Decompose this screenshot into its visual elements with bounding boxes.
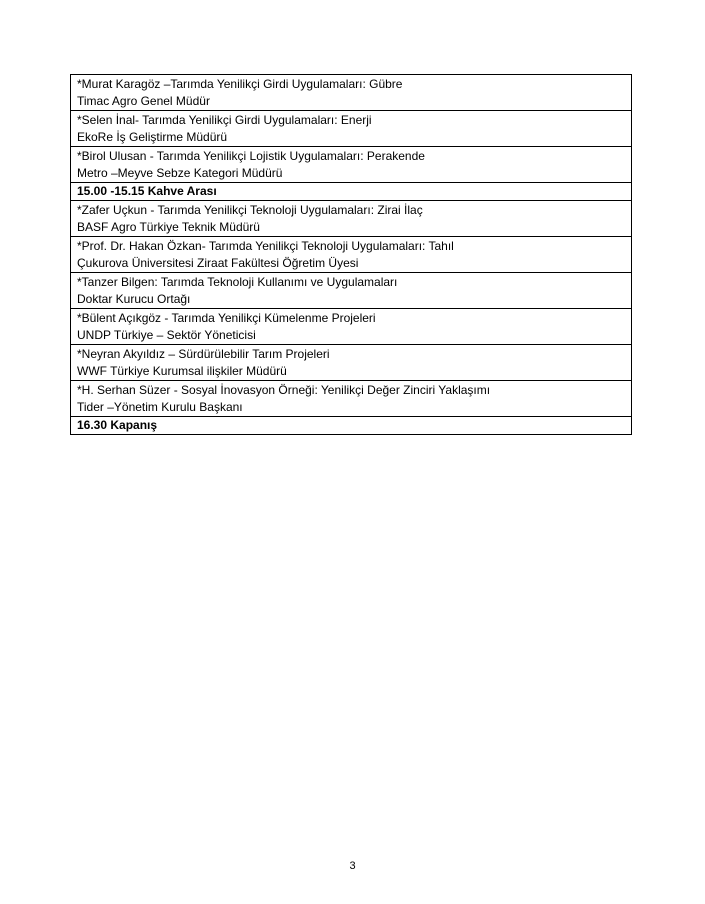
session-cell: [71, 201, 632, 237]
speaker-affiliation: Tider –Yönetim Kurulu Başkanı: [77, 400, 243, 414]
session-row: [71, 111, 632, 147]
session-row: [71, 381, 632, 417]
speaker-affiliation: EkoRe İş Geliştirme Müdürü: [77, 130, 228, 144]
closing-row: [71, 417, 632, 435]
session-cell: [71, 75, 632, 111]
speaker-topic: *Zafer Uçkun - Tarımda Yenilikçi Teknoloji Uygulamaları: Zirai İlaç: [77, 203, 423, 217]
session-row: [71, 345, 632, 381]
speaker-affiliation: UNDP Türkiye – Sektör Yöneticisi: [77, 328, 256, 342]
session-cell: [71, 309, 632, 345]
session-row: [71, 237, 632, 273]
speaker-topic: *Bülent Açıkgöz - Tarımda Yenilikçi Kümelenme Projeleri: [77, 311, 376, 325]
speaker-affiliation: Doktar Kurucu Ortağı: [77, 292, 191, 306]
coffee-break-row: [71, 183, 632, 201]
session-row: [71, 75, 632, 111]
session-cell: [71, 147, 632, 183]
speaker-topic: *H. Serhan Süzer - Sosyal İnovasyon Örneği: Yenilikçi Değer Zinciri Yaklaşımı: [77, 383, 491, 397]
closing-label: 16.30 Kapanış: [71, 417, 632, 435]
speaker-topic: *Birol Ulusan - Tarımda Yenilikçi Lojistik Uygulamaları: Perakende: [77, 149, 425, 163]
session-row: [71, 201, 632, 237]
speaker-affiliation: Metro –Meyve Sebze Kategori Müdürü: [77, 166, 283, 180]
session-cell: [71, 381, 632, 417]
speaker-topic: *Murat Karagöz –Tarımda Yenilikçi Girdi Uygulamaları: Gübre: [77, 77, 403, 91]
speaker-affiliation: WWF Türkiye Kurumsal ilişkiler Müdürü: [77, 364, 287, 378]
speaker-affiliation: Timac Agro Genel Müdür: [77, 94, 210, 108]
coffee-break-label: 15.00 -15.15 Kahve Arası: [71, 183, 632, 201]
speaker-topic: *Neyran Akyıldız – Sürdürülebilir Tarım Projeleri: [77, 347, 330, 361]
speaker-affiliation: BASF Agro Türkiye Teknik Müdürü: [77, 220, 260, 234]
speaker-affiliation: Çukurova Üniversitesi Ziraat Fakültesi Öğretim Üyesi: [77, 256, 359, 270]
session-cell: [71, 237, 632, 273]
session-cell: [71, 111, 632, 147]
session-cell: [71, 273, 632, 309]
session-cell: [71, 345, 632, 381]
session-row: [71, 309, 632, 345]
session-row: [71, 147, 632, 183]
session-row: [71, 273, 632, 309]
page-number: 3: [349, 860, 356, 872]
speaker-topic: *Tanzer Bilgen: Tarımda Teknoloji Kullanımı ve Uygulamaları: [77, 275, 398, 289]
speaker-topic: *Selen İnal- Tarımda Yenilikçi Girdi Uygulamaları: Enerji: [77, 113, 372, 127]
speaker-topic: *Prof. Dr. Hakan Özkan- Tarımda Yenilikçi Teknoloji Uygulamaları: Tahıl: [77, 239, 454, 253]
program-schedule-table: [70, 74, 632, 435]
